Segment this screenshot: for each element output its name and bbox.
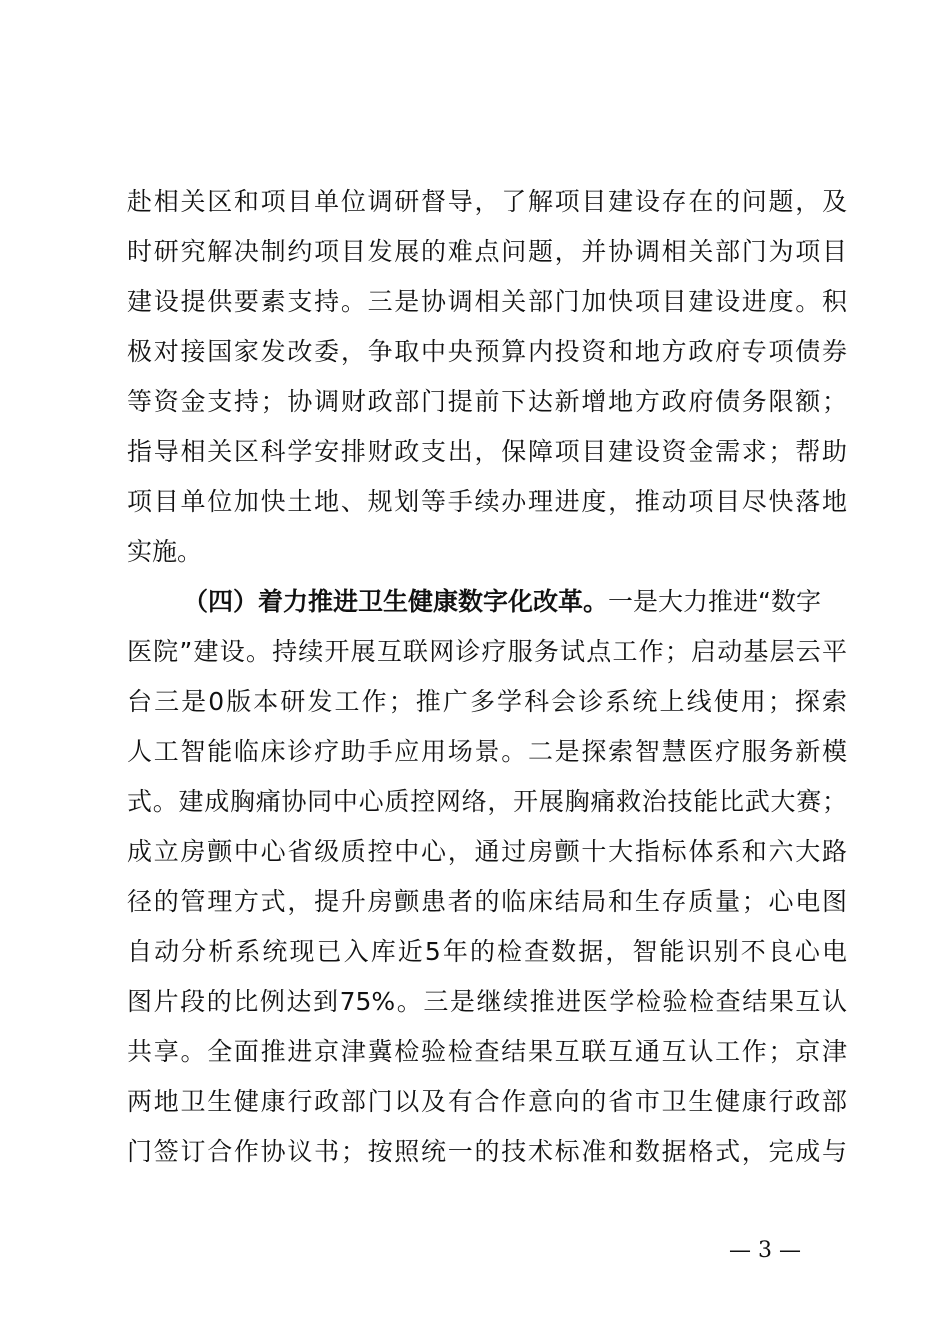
text-line: 图片段的比例达到75%。三是继续推进医学检验检查结果互认: [127, 987, 847, 1016]
text-line: 建设提供要素支持。三是协调相关部门加快项目建设进度。积: [127, 287, 847, 316]
text-line: 径的管理方式，提升房颤患者的临床结局和生存质量；心电图: [127, 887, 847, 916]
text-line: 指导相关区科学安排财政支出，保障项目建设资金需求；帮助: [127, 437, 847, 466]
section-first-line-text: 一是大力推进“数字: [608, 587, 821, 616]
text-line: 门签订合作协议书；按照统一的技术标准和数据格式，完成与: [127, 1137, 847, 1166]
text-line: 式。建成胸痛协同中心质控网络，开展胸痛救治技能比武大赛；: [127, 787, 847, 816]
text-line: 台三是0版本研发工作；推广多学科会诊系统上线使用；探索: [127, 687, 847, 716]
text-line: 医院”建设。持续开展互联网诊疗服务试点工作；启动基层云平: [127, 637, 847, 666]
text-line: 自动分析系统现已入库近5年的检查数据，智能识别不良心电: [127, 937, 847, 966]
text-line: 实施。: [127, 537, 203, 566]
text-line: 项目单位加快土地、规划等手续办理进度，推动项目尽快落地: [127, 487, 847, 516]
text-line: 等资金支持；协调财政部门提前下达新增地方政府债务限额；: [127, 387, 847, 416]
text-line: 极对接国家发改委，争取中央预算内投资和地方政府专项债券: [127, 337, 847, 366]
text-line: 赴相关区和项目单位调研督导，了解项目建设存在的问题，及: [127, 187, 847, 216]
section-four-first-line: [127, 577, 847, 627]
text-line: 时研究解决制约项目发展的难点问题，并协调相关部门为项目: [127, 237, 847, 266]
body-text: [127, 177, 847, 1177]
section-heading: （四）着力推进卫生健康数字化改革。: [183, 587, 609, 616]
text-line: 共享。全面推进京津冀检验检查结果互联互通互认工作；京津: [127, 1037, 847, 1066]
text-line: 成立房颤中心省级质控中心，通过房颤十大指标体系和六大路: [127, 837, 847, 866]
page-number: — 3 —: [729, 1238, 801, 1263]
text-line: 两地卫生健康行政部门以及有合作意向的省市卫生健康行政部: [127, 1087, 847, 1116]
text-line: 人工智能临床诊疗助手应用场景。二是探索智慧医疗服务新模: [127, 737, 847, 766]
